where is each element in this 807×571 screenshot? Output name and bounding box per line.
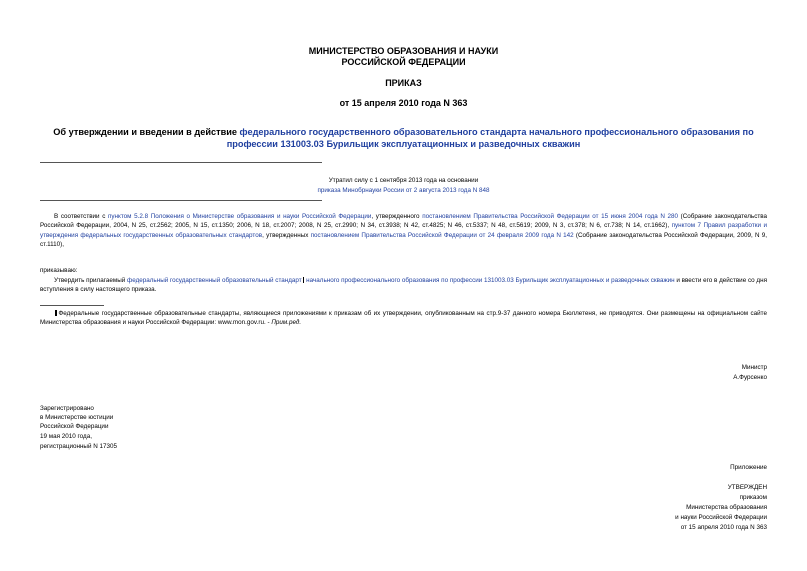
approve-text-1: Утвердить прилагаемый bbox=[54, 277, 128, 284]
registration-line-4: 19 мая 2010 года, bbox=[40, 433, 92, 440]
registration-line-2: в Министерстве юстиции bbox=[40, 414, 114, 421]
title-standard-link[interactable]: федерального государственного образовательного стандарта начального профессионального образования по профессии 131003.03 Бурильщик эксплуатационных и разведочных скважин bbox=[226, 127, 754, 149]
document-type: ПРИКАЗ bbox=[385, 78, 422, 88]
registration-line-5: регистрационный N 17305 bbox=[40, 443, 118, 450]
signature-name: А.Фурсенко bbox=[733, 374, 767, 381]
appendix-approved: УТВЕРЖДЕН bbox=[727, 484, 767, 491]
signature-position: Министр bbox=[741, 364, 767, 371]
standard-link[interactable]: федеральный государственный образовательный стандарт bbox=[127, 277, 302, 284]
appendix-line-4: от 15 апреля 2010 года N 363 bbox=[680, 524, 767, 531]
document-title bbox=[40, 126, 767, 150]
profession-standard-link[interactable]: начального профессионального образования по профессии 131003.03 Бурильщик эксплуатационных и разведочных скважин bbox=[306, 277, 675, 284]
footnote-marker-icon bbox=[303, 277, 305, 283]
government-resolution-280-link[interactable]: постановлением Правительства Российской Федерации от 15 июня 2004 года N 280 bbox=[422, 213, 679, 220]
divider-bottom bbox=[40, 200, 322, 201]
appendix-line-2: Министерства образования bbox=[686, 504, 767, 511]
footnote-marker-icon bbox=[55, 310, 57, 316]
footnote-paragraph bbox=[40, 309, 767, 328]
registration-line-1: Зарегистрировано bbox=[40, 405, 94, 412]
order-word: приказываю: bbox=[40, 267, 78, 274]
preamble-text-1: В соответствии с bbox=[54, 213, 108, 220]
preamble-text-3: (Собрание законодательства Российской Федерации, 2004, N 25, ст.2562; 2005, N 15, ст.1350; 2006, N 18, ст.2007; 2008, N 25, ст.2990; N 34, ст.3938; N 42, ст.4825; N 46, ст.5337; N 48, ст.5619; 2009, N 3, ст.378; N 6, ст.738; N 14, ст.1662), bbox=[40, 213, 768, 230]
editor-note: Прим.ред. bbox=[271, 319, 302, 327]
government-resolution-142-link[interactable]: постановлением Правительства Российской Федерации от 24 февраля 2009 года N 142 bbox=[310, 231, 574, 239]
preamble-text-2: , утвержденного bbox=[371, 213, 423, 220]
lost-force-order-link[interactable]: приказа Минобрнауки России от 2 августа 2013 года N 848 bbox=[317, 187, 490, 194]
divider-top bbox=[40, 162, 322, 163]
registration-line-3: Российской Федерации bbox=[40, 423, 109, 430]
footnote-divider bbox=[40, 305, 104, 306]
appendix-line-1: приказом bbox=[739, 494, 767, 501]
preamble-text-5: (Собрание законодательства Российской Федерации, 2009, N 9, ст.1110), bbox=[40, 231, 768, 248]
approve-text-2: и ввести его в действие со дня вступления в силу настоящего приказа. bbox=[40, 277, 767, 294]
appendix-line-3: и науки Российской Федерации bbox=[675, 514, 767, 521]
ministry-name-line1: МИНИСТЕРСТВО ОБРАЗОВАНИЯ И НАУКИ bbox=[308, 46, 499, 56]
preamble-paragraph bbox=[40, 212, 767, 249]
footnote-text: Федеральные государственные образовательные стандарты, являющиеся приложениями к приказам об их утверждении, опубликованным на стр.9-37 данного номера Бюллетеня, не приводятся. Они размещены на официальном сайте Министерства образования и науки Российской Федерации: www.mon.gov.ru. - bbox=[40, 310, 767, 327]
regulation-clause-link[interactable]: пунктом 5.2.8 Положения о Министерстве образования и науки Российской Федерации bbox=[107, 213, 372, 220]
document-date-number: от 15 апреля 2010 года N 363 bbox=[339, 98, 468, 108]
rules-clause-7-link[interactable]: пунктом 7 Правил разработки и утверждения федеральных государственных образовательных стандартов bbox=[40, 222, 767, 239]
ministry-name-line2: РОССИЙСКОЙ ФЕДЕРАЦИИ bbox=[341, 57, 466, 67]
preamble-text-4: , утвержденных bbox=[262, 231, 311, 239]
approve-paragraph bbox=[40, 276, 767, 295]
title-prefix: Об утверждении и введении в действие bbox=[53, 127, 240, 137]
lost-force-notice: Утратил силу с 1 сентября 2013 года на основании bbox=[328, 177, 479, 184]
appendix-label: Приложение bbox=[730, 464, 767, 471]
